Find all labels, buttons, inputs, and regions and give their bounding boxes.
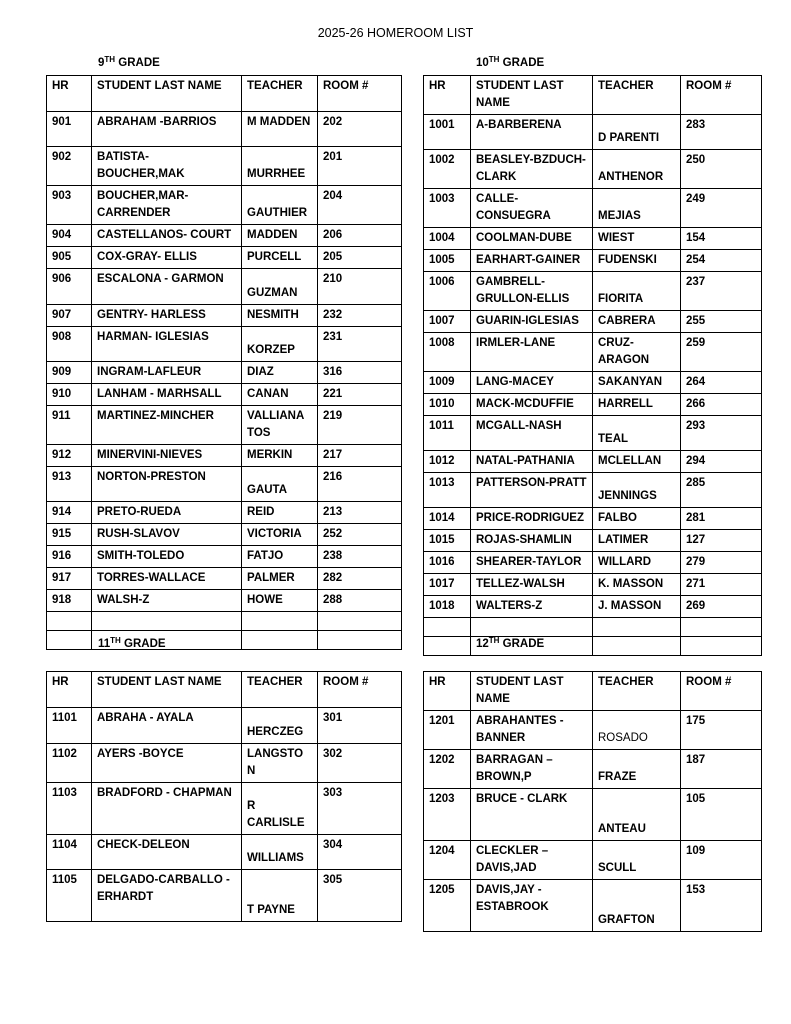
header-last-name: STUDENT LAST NAME	[92, 672, 242, 708]
cell-hr: 1011	[424, 416, 471, 451]
table-row	[47, 590, 402, 612]
cell-teacher: T PAYNE	[242, 870, 318, 922]
cell-teacher: FIORITA	[593, 272, 681, 311]
table-row	[424, 394, 762, 416]
page-title: 2025-26 HOMEROOM LIST	[317, 26, 474, 40]
header-last-name: STUDENT LAST NAME	[471, 76, 593, 115]
empty-row	[47, 631, 402, 650]
empty-cell	[471, 618, 593, 637]
table-row	[424, 574, 762, 596]
cell-room: 238	[318, 546, 402, 568]
cell-student-last-name: CLECKLER – DAVIS,JAD	[471, 841, 593, 880]
cell-student-last-name: BARRAGAN – BROWN,P	[471, 750, 593, 789]
cell-room: 271	[681, 574, 762, 596]
cell-room: 279	[681, 552, 762, 574]
header-room: ROOM #	[318, 672, 402, 708]
cell-hr: 1204	[424, 841, 471, 880]
table-row	[424, 596, 762, 618]
cell-room: 154	[681, 228, 762, 250]
cell-student-last-name: BRADFORD - CHAPMAN	[92, 783, 242, 835]
empty-cell	[681, 618, 762, 637]
cell-hr: 909	[47, 362, 92, 384]
cell-hr: 918	[47, 590, 92, 612]
table-row	[424, 451, 762, 473]
cell-room: 105	[681, 789, 762, 841]
cell-room: 204	[318, 186, 402, 225]
cell-room: 281	[681, 508, 762, 530]
cell-hr: 1010	[424, 394, 471, 416]
empty-cell	[681, 637, 762, 656]
table-row	[47, 327, 402, 362]
table-row	[47, 406, 402, 445]
header-last-name: STUDENT LAST NAME	[471, 672, 593, 711]
cell-student-last-name: MINERVINI-NIEVES	[92, 445, 242, 467]
cell-hr: 1016	[424, 552, 471, 574]
cell-teacher: TEAL	[593, 416, 681, 451]
grade-11-table	[46, 671, 402, 922]
table-row	[424, 311, 762, 333]
cell-room: 266	[681, 394, 762, 416]
cell-hr: 1202	[424, 750, 471, 789]
cell-student-last-name: HARMAN- IGLESIAS	[92, 327, 242, 362]
cell-room: 283	[681, 115, 762, 150]
cell-teacher: VALLIANA TOS	[242, 406, 318, 445]
cell-student-last-name: WALTERS-Z	[471, 596, 593, 618]
cell-hr: 915	[47, 524, 92, 546]
table-row	[47, 524, 402, 546]
cell-hr: 1018	[424, 596, 471, 618]
cell-student-last-name: A-BARBERENA	[471, 115, 593, 150]
table-row	[47, 783, 402, 835]
cell-room: 250	[681, 150, 762, 189]
cell-hr: 914	[47, 502, 92, 524]
table-row	[47, 445, 402, 467]
cell-student-last-name: INGRAM-LAFLEUR	[92, 362, 242, 384]
header-hr: HR	[47, 76, 92, 112]
cell-teacher: CRUZ-ARAGON	[593, 333, 681, 372]
header-hr: HR	[424, 76, 471, 115]
cell-teacher: DIAZ	[242, 362, 318, 384]
cell-teacher: MURRHEE	[242, 147, 318, 186]
table-row	[47, 147, 402, 186]
table-header-row	[424, 76, 762, 115]
cell-room: 201	[318, 147, 402, 186]
cell-room: 205	[318, 247, 402, 269]
table-row	[47, 384, 402, 406]
cell-teacher: NESMITH	[242, 305, 318, 327]
table-row	[47, 362, 402, 384]
cell-teacher: HARRELL	[593, 394, 681, 416]
cell-teacher: CANAN	[242, 384, 318, 406]
table-row	[47, 186, 402, 225]
table-row	[47, 744, 402, 783]
empty-row	[47, 612, 402, 631]
cell-teacher: MEJIAS	[593, 189, 681, 228]
cell-student-last-name: MARTINEZ-MINCHER	[92, 406, 242, 445]
cell-teacher: JENNINGS	[593, 473, 681, 508]
cell-teacher: R CARLISLE	[242, 783, 318, 835]
cell-hr: 1102	[47, 744, 92, 783]
table-row	[47, 708, 402, 744]
cell-hr: 1008	[424, 333, 471, 372]
empty-cell	[242, 612, 318, 631]
cell-teacher: MADDEN	[242, 225, 318, 247]
cell-teacher: WILLARD	[593, 552, 681, 574]
cell-room: 316	[318, 362, 402, 384]
cell-hr: 1203	[424, 789, 471, 841]
cell-hr: 1007	[424, 311, 471, 333]
cell-room: 210	[318, 269, 402, 305]
cell-room: 302	[318, 744, 402, 783]
table-row	[424, 711, 762, 750]
cell-teacher: MCLELLAN	[593, 451, 681, 473]
cell-student-last-name: ABRAHA - AYALA	[92, 708, 242, 744]
cell-teacher: KORZEP	[242, 327, 318, 362]
table-row	[424, 250, 762, 272]
cell-hr: 1013	[424, 473, 471, 508]
cell-student-last-name: NORTON-PRESTON	[92, 467, 242, 502]
cell-student-last-name: AYERS -BOYCE	[92, 744, 242, 783]
cell-hr: 916	[47, 546, 92, 568]
cell-teacher: GAUTHIER	[242, 186, 318, 225]
cell-room: 252	[318, 524, 402, 546]
table-row	[47, 835, 402, 870]
cell-room: 127	[681, 530, 762, 552]
cell-student-last-name: WALSH-Z	[92, 590, 242, 612]
table-row	[424, 552, 762, 574]
cell-student-last-name: BEASLEY-BZDUCH-CLARK	[471, 150, 593, 189]
cell-teacher: MERKIN	[242, 445, 318, 467]
cell-teacher: FALBO	[593, 508, 681, 530]
cell-student-last-name: MACK-MCDUFFIE	[471, 394, 593, 416]
cell-student-last-name: DELGADO-CARBALLO - ERHARDT	[92, 870, 242, 922]
cell-student-last-name: MCGALL-NASH	[471, 416, 593, 451]
table-row	[424, 508, 762, 530]
cell-hr: 1009	[424, 372, 471, 394]
cell-hr: 901	[47, 112, 92, 147]
table-header-row	[47, 76, 402, 112]
cell-hr: 1105	[47, 870, 92, 922]
header-teacher: TEACHER	[242, 672, 318, 708]
header-hr: HR	[47, 672, 92, 708]
cell-teacher: GAUTA	[242, 467, 318, 502]
table-row	[424, 473, 762, 508]
cell-teacher: PURCELL	[242, 247, 318, 269]
cell-hr: 1015	[424, 530, 471, 552]
cell-room: 221	[318, 384, 402, 406]
cell-student-last-name: COOLMAN-DUBE	[471, 228, 593, 250]
empty-cell	[424, 637, 471, 656]
cell-hr: 904	[47, 225, 92, 247]
table-row	[47, 269, 402, 305]
cell-student-last-name: TORRES-WALLACE	[92, 568, 242, 590]
cell-room: 219	[318, 406, 402, 445]
cell-student-last-name: TELLEZ-WALSH	[471, 574, 593, 596]
cell-teacher: WILLIAMS	[242, 835, 318, 870]
cell-teacher: K. MASSON	[593, 574, 681, 596]
table-row	[424, 372, 762, 394]
table-row	[424, 228, 762, 250]
cell-hr: 910	[47, 384, 92, 406]
cell-teacher: M MADDEN	[242, 112, 318, 147]
cell-room: 249	[681, 189, 762, 228]
table-row	[424, 150, 762, 189]
grade-11-label: 11TH GRADE	[98, 636, 166, 650]
cell-room: 206	[318, 225, 402, 247]
cell-student-last-name: GAMBRELL-GRULLON-ELLIS	[471, 272, 593, 311]
table-header-row	[424, 672, 762, 711]
cell-room: 231	[318, 327, 402, 362]
cell-hr: 906	[47, 269, 92, 305]
cell-hr: 902	[47, 147, 92, 186]
cell-student-last-name: COX-GRAY- ELLIS	[92, 247, 242, 269]
table-header-row	[47, 672, 402, 708]
empty-cell	[92, 631, 242, 650]
cell-room: 237	[681, 272, 762, 311]
empty-row	[424, 618, 762, 637]
grade-12-label: 12TH GRADE	[476, 636, 545, 650]
cell-room: 232	[318, 305, 402, 327]
cell-student-last-name: ROJAS-SHAMLIN	[471, 530, 593, 552]
cell-teacher: GUZMAN	[242, 269, 318, 305]
header-room: ROOM #	[318, 76, 402, 112]
cell-teacher: WIEST	[593, 228, 681, 250]
cell-student-last-name: GUARIN-IGLESIAS	[471, 311, 593, 333]
header-teacher: TEACHER	[593, 76, 681, 115]
cell-teacher: ROSADO	[593, 711, 681, 750]
cell-room: 213	[318, 502, 402, 524]
cell-teacher: ANTEAU	[593, 789, 681, 841]
cell-room: 153	[681, 880, 762, 932]
cell-hr: 1002	[424, 150, 471, 189]
empty-cell	[318, 612, 402, 631]
header-hr: HR	[424, 672, 471, 711]
cell-teacher: FATJO	[242, 546, 318, 568]
cell-room: 301	[318, 708, 402, 744]
cell-hr: 1101	[47, 708, 92, 744]
cell-student-last-name: BRUCE - CLARK	[471, 789, 593, 841]
cell-teacher: FUDENSKI	[593, 250, 681, 272]
cell-hr: 911	[47, 406, 92, 445]
cell-hr: 907	[47, 305, 92, 327]
table-row	[424, 841, 762, 880]
empty-cell	[593, 637, 681, 656]
cell-room: 304	[318, 835, 402, 870]
header-teacher: TEACHER	[593, 672, 681, 711]
empty-cell	[47, 612, 92, 631]
cell-room: 285	[681, 473, 762, 508]
table-row	[424, 416, 762, 451]
table-row	[47, 546, 402, 568]
cell-hr: 1004	[424, 228, 471, 250]
cell-room: 217	[318, 445, 402, 467]
cell-student-last-name: ABRAHAM -BARRIOS	[92, 112, 242, 147]
table-row	[47, 870, 402, 922]
grade-9-label: 9TH GRADE	[98, 55, 160, 69]
cell-student-last-name: ESCALONA - GARMON	[92, 269, 242, 305]
cell-room: 288	[318, 590, 402, 612]
cell-hr: 1103	[47, 783, 92, 835]
header-teacher: TEACHER	[242, 76, 318, 112]
table-row	[47, 568, 402, 590]
cell-student-last-name: CALLE-CONSUEGRA	[471, 189, 593, 228]
empty-row	[424, 637, 762, 656]
grade-12-table	[423, 671, 762, 932]
cell-hr: 905	[47, 247, 92, 269]
table-row	[424, 333, 762, 372]
cell-room: 264	[681, 372, 762, 394]
table-row	[424, 789, 762, 841]
table-row	[47, 112, 402, 147]
cell-teacher: SCULL	[593, 841, 681, 880]
cell-student-last-name: BATISTA-BOUCHER,MAK	[92, 147, 242, 186]
cell-room: 269	[681, 596, 762, 618]
cell-room: 303	[318, 783, 402, 835]
cell-hr: 1003	[424, 189, 471, 228]
cell-hr: 1014	[424, 508, 471, 530]
grade-10-table	[423, 75, 762, 656]
cell-student-last-name: IRMLER-LANE	[471, 333, 593, 372]
cell-student-last-name: DAVIS,JAY - ESTABROOK	[471, 880, 593, 932]
cell-teacher: HERCZEG	[242, 708, 318, 744]
empty-cell	[242, 631, 318, 650]
cell-student-last-name: PRETO-RUEDA	[92, 502, 242, 524]
cell-student-last-name: LANHAM - MARHSALL	[92, 384, 242, 406]
table-row	[47, 305, 402, 327]
cell-room: 175	[681, 711, 762, 750]
table-row	[424, 115, 762, 150]
cell-student-last-name: GENTRY- HARLESS	[92, 305, 242, 327]
cell-room: 294	[681, 451, 762, 473]
cell-student-last-name: NATAL-PATHANIA	[471, 451, 593, 473]
cell-room: 187	[681, 750, 762, 789]
table-row	[47, 225, 402, 247]
cell-room: 254	[681, 250, 762, 272]
cell-hr: 1017	[424, 574, 471, 596]
cell-hr: 1006	[424, 272, 471, 311]
cell-student-last-name: EARHART-GAINER	[471, 250, 593, 272]
cell-student-last-name: LANG-MACEY	[471, 372, 593, 394]
table-row	[47, 247, 402, 269]
cell-room: 282	[318, 568, 402, 590]
table-row	[424, 880, 762, 932]
grade-9-table	[46, 75, 402, 650]
table-row	[424, 189, 762, 228]
cell-room: 259	[681, 333, 762, 372]
cell-hr: 913	[47, 467, 92, 502]
cell-hr: 912	[47, 445, 92, 467]
cell-room: 305	[318, 870, 402, 922]
cell-hr: 1201	[424, 711, 471, 750]
cell-teacher: VICTORIA	[242, 524, 318, 546]
cell-room: 202	[318, 112, 402, 147]
cell-teacher: LANGSTO N	[242, 744, 318, 783]
cell-hr: 1001	[424, 115, 471, 150]
cell-room: 109	[681, 841, 762, 880]
cell-teacher: HOWE	[242, 590, 318, 612]
cell-hr: 1205	[424, 880, 471, 932]
cell-student-last-name: PATTERSON-PRATT	[471, 473, 593, 508]
cell-student-last-name: ABRAHANTES - BANNER	[471, 711, 593, 750]
cell-teacher: REID	[242, 502, 318, 524]
empty-cell	[471, 637, 593, 656]
cell-room: 293	[681, 416, 762, 451]
cell-hr: 908	[47, 327, 92, 362]
empty-cell	[47, 631, 92, 650]
empty-cell	[424, 618, 471, 637]
cell-student-last-name: BOUCHER,MAR-CARRENDER	[92, 186, 242, 225]
cell-teacher: PALMER	[242, 568, 318, 590]
table-row	[424, 750, 762, 789]
cell-teacher: ANTHENOR	[593, 150, 681, 189]
table-row	[47, 502, 402, 524]
cell-teacher: D PARENTI	[593, 115, 681, 150]
cell-student-last-name: CASTELLANOS- COURT	[92, 225, 242, 247]
table-row	[424, 272, 762, 311]
cell-hr: 1104	[47, 835, 92, 870]
cell-student-last-name: PRICE-RODRIGUEZ	[471, 508, 593, 530]
header-room: ROOM #	[681, 672, 762, 711]
empty-cell	[318, 631, 402, 650]
cell-teacher: J. MASSON	[593, 596, 681, 618]
table-row	[47, 467, 402, 502]
empty-cell	[593, 618, 681, 637]
cell-teacher: LATIMER	[593, 530, 681, 552]
cell-student-last-name: SMITH-TOLEDO	[92, 546, 242, 568]
cell-student-last-name: RUSH-SLAVOV	[92, 524, 242, 546]
table-row	[424, 530, 762, 552]
grade-10-label: 10TH GRADE	[476, 55, 545, 69]
cell-hr: 917	[47, 568, 92, 590]
empty-cell	[92, 612, 242, 631]
cell-hr: 1012	[424, 451, 471, 473]
cell-teacher: FRAZE	[593, 750, 681, 789]
cell-teacher: SAKANYAN	[593, 372, 681, 394]
cell-student-last-name: CHECK-DELEON	[92, 835, 242, 870]
header-last-name: STUDENT LAST NAME	[92, 76, 242, 112]
cell-teacher: GRAFTON	[593, 880, 681, 932]
cell-hr: 903	[47, 186, 92, 225]
cell-room: 255	[681, 311, 762, 333]
cell-student-last-name: SHEARER-TAYLOR	[471, 552, 593, 574]
cell-room: 216	[318, 467, 402, 502]
header-room: ROOM #	[681, 76, 762, 115]
cell-teacher: CABRERA	[593, 311, 681, 333]
cell-hr: 1005	[424, 250, 471, 272]
